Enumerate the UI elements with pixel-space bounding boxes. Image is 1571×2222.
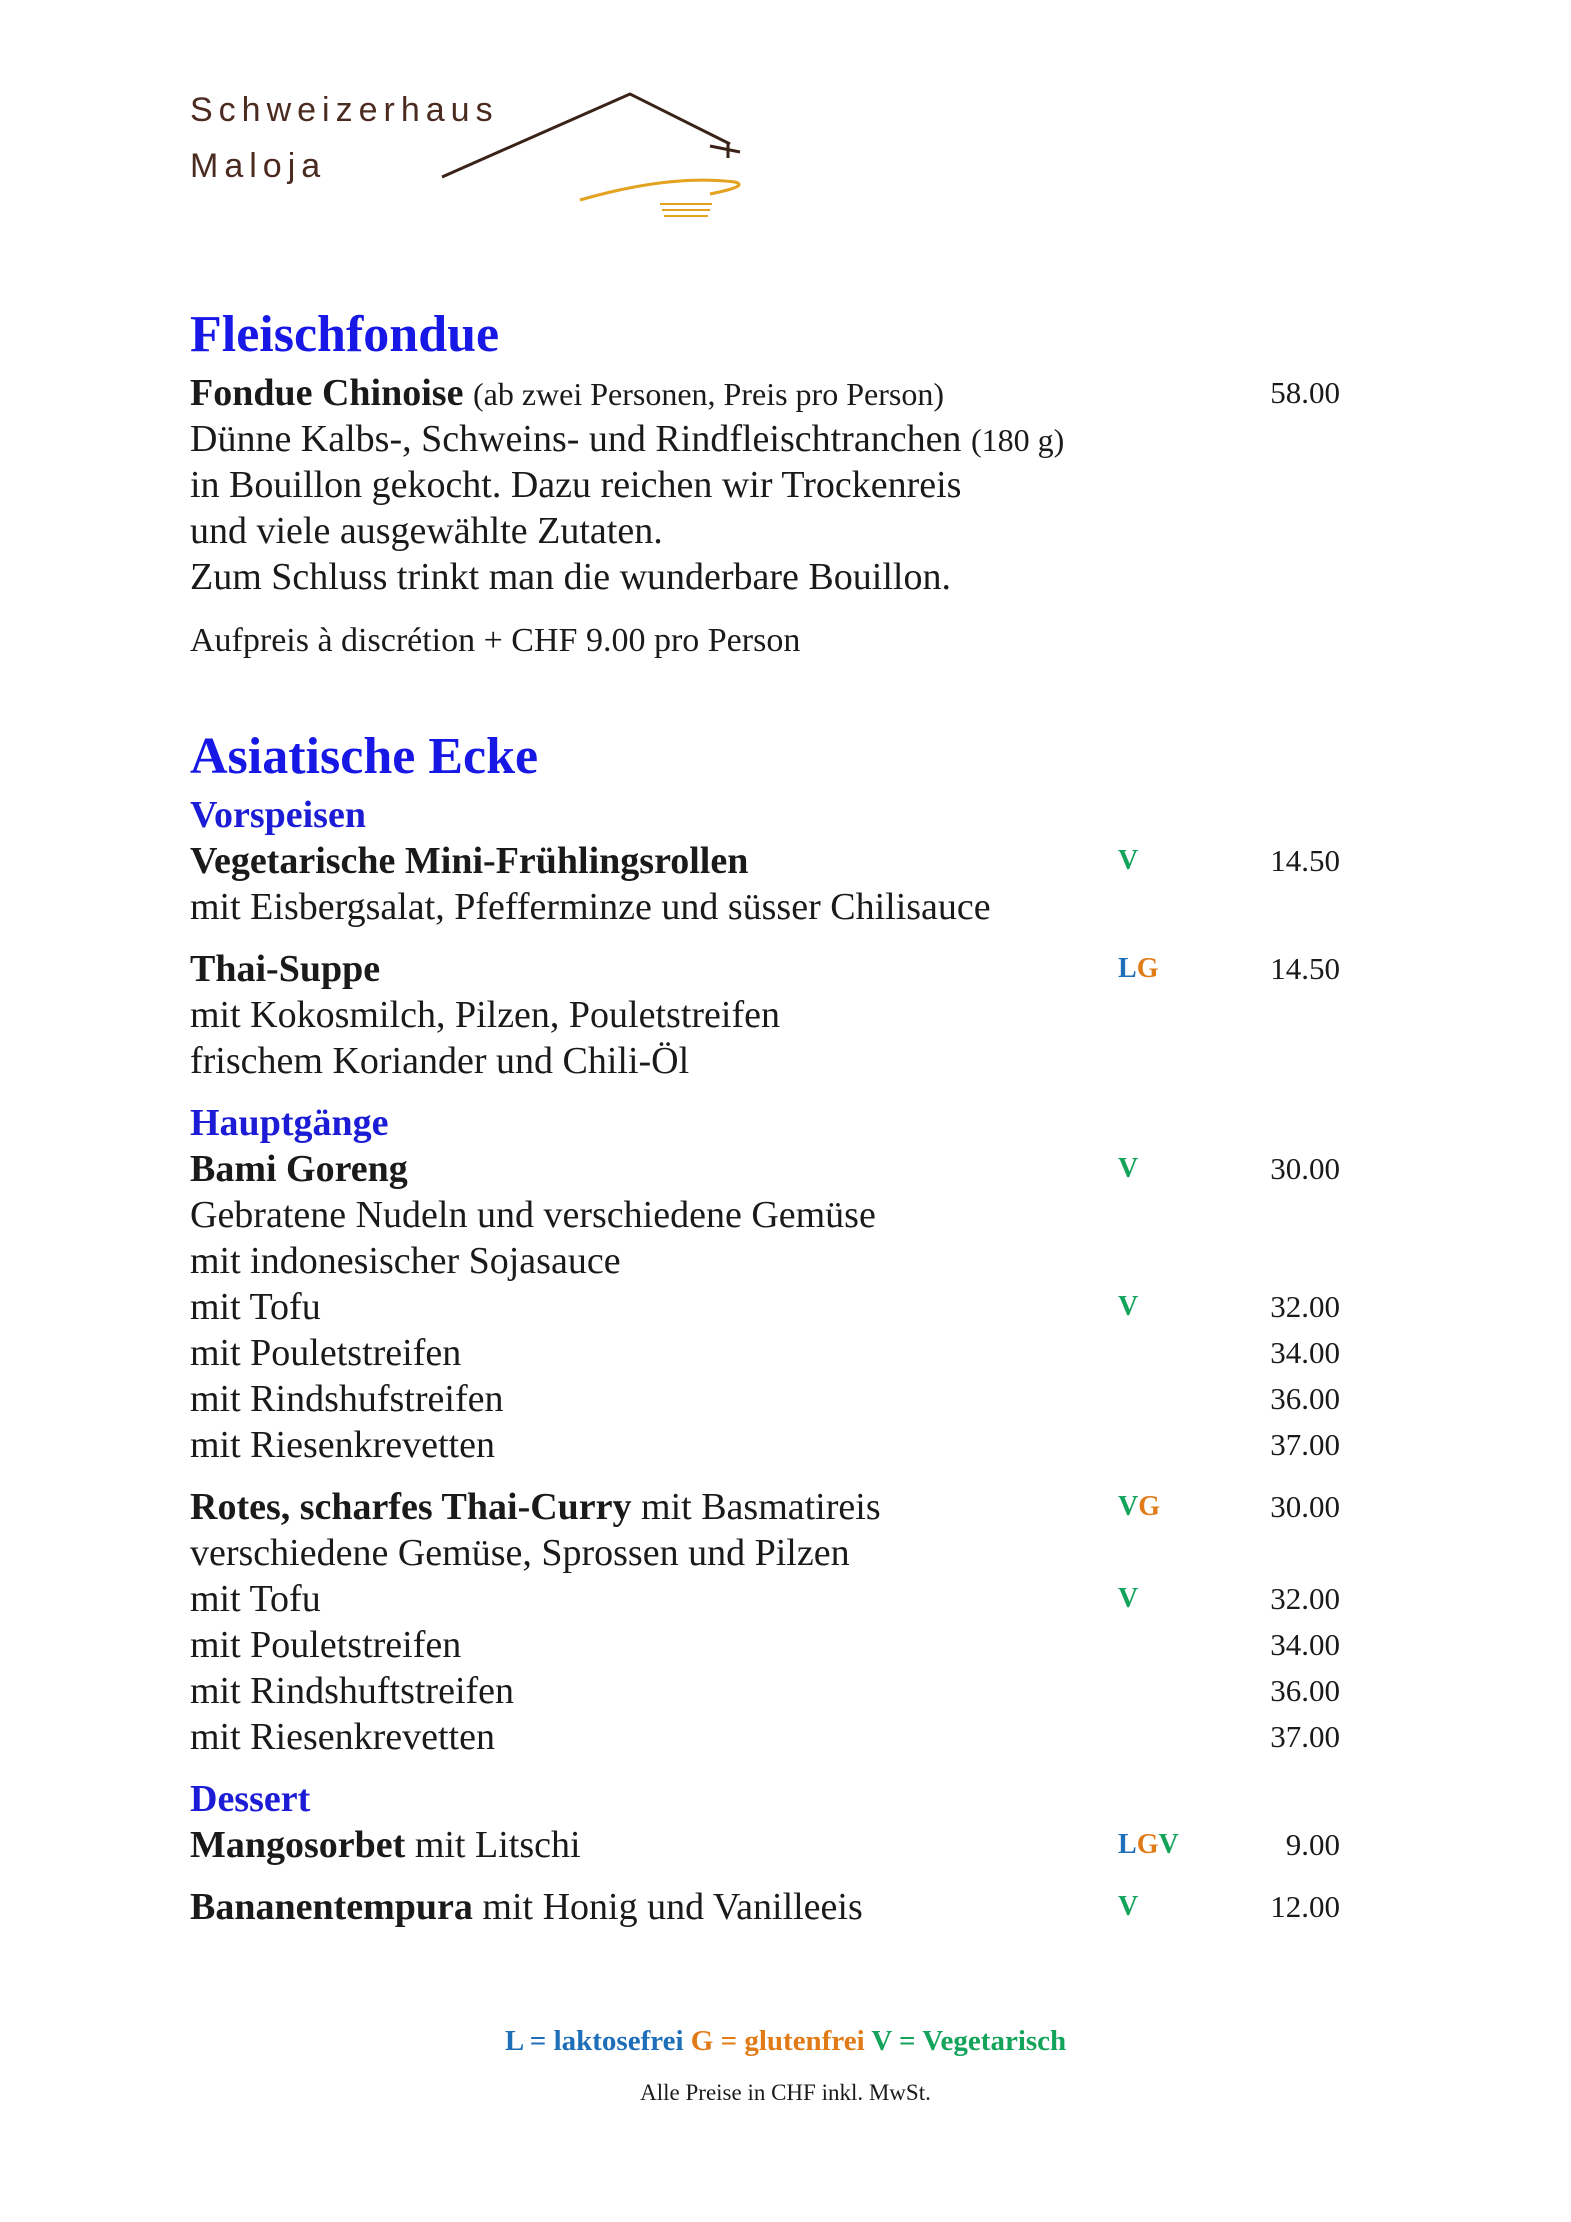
item-name: Bananentempura (190, 1886, 473, 1928)
item-description (190, 508, 1340, 554)
legend-lactose-free: L = laktosefrei (504, 2025, 684, 2057)
diet-tags (1118, 1884, 1138, 1930)
menu-item-fondue-chinoise (190, 370, 1340, 416)
item-description (190, 462, 1340, 508)
item-description (190, 416, 1340, 462)
item-name-rest: mit Basmatireis (631, 1486, 881, 1528)
subsection-vorspeisen: Vorspeisen (190, 794, 366, 836)
option-row (190, 1668, 1340, 1714)
desc-line: in Bouillon gekocht. Dazu reichen wir Trockenreis (190, 464, 962, 506)
menu-item-thai-curry (190, 1484, 1340, 1530)
menu-item-mangosorbet (190, 1822, 1340, 1868)
price-footnote: Alle Preise in CHF inkl. MwSt. (640, 2080, 931, 2105)
option-row (190, 1376, 1340, 1422)
item-description (190, 1038, 1340, 1084)
section-title-fleischfondue: Fleischfondue (190, 306, 500, 363)
item-name: Thai-Suppe (190, 948, 381, 990)
option-row (190, 1330, 1340, 1376)
tag-vegetarian: V (1118, 1891, 1139, 1922)
tag-vegetarian: V (1158, 1829, 1179, 1860)
subsection-dessert: Dessert (190, 1778, 311, 1820)
menu-item-thai-suppe (190, 946, 1340, 992)
diet-legend (0, 2025, 1571, 2058)
desc-line: verschiedene Gemüse, Sprossen und Pilzen (190, 1532, 850, 1574)
option-label: mit Riesenkrevetten (190, 1424, 495, 1466)
desc-note: (180 g) (970, 422, 1065, 458)
option-label: mit Riesenkrevetten (190, 1716, 495, 1758)
legend-gluten-free: G = glutenfrei (690, 2025, 865, 2057)
option-price: 36.00 (1270, 1381, 1340, 1416)
diet-tags (1118, 946, 1158, 992)
option-label: mit Tofu (190, 1286, 321, 1328)
tag-vegetarian: V (1118, 1291, 1139, 1322)
desc-line: Gebratene Nudeln und verschiedene Gemüse (190, 1194, 876, 1236)
item-price: 30.00 (1270, 1151, 1340, 1186)
item-description (190, 1192, 1340, 1238)
tag-gluten-free: G (1136, 1829, 1159, 1860)
item-description (190, 1238, 1340, 1284)
legend-vegetarian: V = Vegetarisch (871, 2025, 1067, 2057)
desc-line: mit indonesischer Sojasauce (190, 1240, 621, 1282)
item-description (190, 992, 1340, 1038)
option-row (190, 1622, 1340, 1668)
item-price: 14.50 (1270, 843, 1340, 878)
option-price: 34.00 (1270, 1627, 1340, 1662)
tag-vegetarian: V (1118, 1491, 1139, 1522)
desc-line: und viele ausgewählte Zutaten. (190, 510, 663, 552)
tag-vegetarian: V (1118, 1583, 1139, 1614)
option-price: 34.00 (1270, 1335, 1340, 1370)
logo-line-1: Schweizerhaus (190, 91, 499, 129)
item-price: 58.00 (1270, 375, 1340, 410)
option-price: 36.00 (1270, 1673, 1340, 1708)
menu-item-bananentempura (190, 1884, 1340, 1930)
diet-tags (1118, 1484, 1160, 1530)
desc-line: Zum Schluss trinkt man die wunderbare Bouillon. (190, 556, 951, 598)
option-price: 37.00 (1270, 1427, 1340, 1462)
option-label: mit Rindshuftstreifen (190, 1670, 515, 1712)
item-name: Mangosorbet (190, 1824, 406, 1866)
diet-tags (1118, 1146, 1138, 1192)
desc-line: mit Kokosmilch, Pilzen, Pouletstreifen (190, 994, 780, 1036)
item-description (190, 884, 1340, 930)
diet-tags (1118, 1576, 1138, 1622)
item-name-rest: mit Honig und Vanilleeis (472, 1886, 863, 1928)
subsection-hauptgaenge: Hauptgänge (190, 1102, 389, 1144)
tag-gluten-free: G (1136, 953, 1159, 984)
option-row (190, 1576, 1340, 1622)
item-price: 14.50 (1270, 951, 1340, 986)
option-label: mit Pouletstreifen (190, 1624, 462, 1666)
menu-item-bami-goreng (190, 1146, 1340, 1192)
item-name-rest: mit Litschi (405, 1824, 581, 1866)
desc-line: mit Eisbergsalat, Pfefferminze und süsser Chilisauce (190, 886, 991, 928)
option-row (190, 1714, 1340, 1760)
item-name: Vegetarische Mini-Frühlingsrollen (190, 840, 749, 882)
option-price: 32.00 (1270, 1581, 1340, 1616)
tag-vegetarian: V (1118, 845, 1139, 876)
option-label: mit Tofu (190, 1578, 321, 1620)
item-name: Fondue Chinoise (190, 372, 464, 414)
menu-item-fruehlingsrollen (190, 838, 1340, 884)
logo-line-2: Maloja (190, 147, 327, 185)
desc-line: frischem Koriander und Chili-Öl (190, 1040, 690, 1082)
tag-lactose-free: L (1118, 1829, 1137, 1860)
item-price: 30.00 (1270, 1489, 1340, 1524)
diet-tags (1118, 838, 1138, 884)
option-price: 32.00 (1270, 1289, 1340, 1324)
option-label: mit Rindshufstreifen (190, 1378, 504, 1420)
item-price: 12.00 (1270, 1889, 1340, 1924)
item-price: 9.00 (1285, 1827, 1340, 1862)
desc-line: Dünne Kalbs-, Schweins- und Rindfleischtranchen (190, 418, 962, 460)
option-row (190, 1422, 1340, 1468)
surcharge-text: Aufpreis à discrétion + CHF 9.00 pro Person (190, 622, 801, 659)
surcharge-note (190, 618, 1340, 664)
roof-logo-icon (190, 82, 790, 232)
item-name: Bami Goreng (190, 1148, 408, 1190)
tag-vegetarian: V (1118, 1153, 1139, 1184)
item-note: (ab zwei Personen, Preis pro Person) (472, 376, 944, 412)
item-description (190, 1530, 1340, 1576)
section-title-asiatische-ecke: Asiatische Ecke (190, 728, 539, 785)
logo (190, 82, 790, 232)
option-row (190, 1284, 1340, 1330)
tag-gluten-free: G (1138, 1491, 1161, 1522)
item-description (190, 554, 1340, 600)
option-price: 37.00 (1270, 1719, 1340, 1754)
tag-lactose-free: L (1118, 953, 1137, 984)
option-label: mit Pouletstreifen (190, 1332, 462, 1374)
menu-content (190, 300, 1340, 1930)
item-name: Rotes, scharfes Thai-Curry (190, 1486, 632, 1528)
diet-tags (1118, 1284, 1138, 1330)
